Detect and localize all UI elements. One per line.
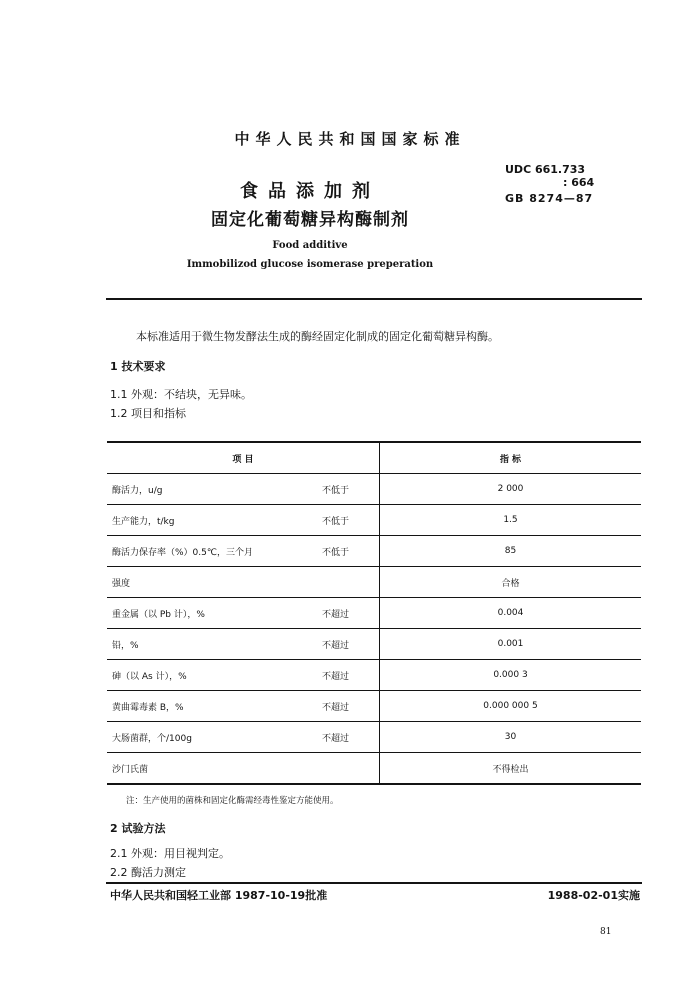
implementation-date: 1988-02-01实施	[547, 889, 640, 902]
table-row	[107, 691, 641, 722]
row-condition: 不超过	[322, 609, 350, 620]
table-row	[107, 567, 641, 598]
row-name: 大肠菌群，个/100g	[112, 733, 192, 744]
header-item: 项 目	[232, 454, 254, 465]
row-condition: 不低于	[322, 485, 350, 496]
header-indicator: 指 标	[380, 442, 642, 474]
intro-paragraph: 本标准适用于微生物发酵法生成的酶经固定化制成的固定化葡萄糖异构酶。	[136, 330, 499, 343]
section1-item1: 1.1 外观：不结块，无异味。	[110, 388, 252, 401]
row-value: 0.000 000 5	[380, 691, 642, 722]
row-condition: 不低于	[322, 547, 350, 558]
row-name: 黄曲霉毒素 B，%	[112, 702, 184, 713]
table-row	[107, 753, 641, 785]
row-value: 2 000	[380, 474, 642, 505]
table-row	[107, 629, 641, 660]
row-value: 85	[380, 536, 642, 567]
spec-table	[107, 441, 641, 785]
table-row	[107, 722, 641, 753]
top-rule	[106, 298, 642, 300]
title-english-line2: Immobilizod glucose isomerase preperation	[186, 259, 434, 270]
row-value: 合格	[380, 567, 642, 598]
row-name: 强度	[112, 578, 131, 589]
row-condition: 不低于	[322, 516, 350, 527]
row-name: 沙门氏菌	[112, 764, 149, 775]
row-value: 0.001	[380, 629, 642, 660]
title-chinese-line1: 食品添加剂	[240, 181, 380, 202]
row-name: 砷（以 As 计），%	[112, 671, 187, 682]
row-name: 铅，%	[112, 640, 139, 651]
row-condition: 不超过	[322, 640, 350, 651]
row-value: 1.5	[380, 505, 642, 536]
row-name: 酶活力，u/g	[112, 485, 163, 496]
approval-line: 中华人民共和国轻工业部 1987-10-19批准	[110, 889, 328, 902]
udc-code: UDC 661.733	[505, 163, 586, 176]
row-condition: 不超过	[322, 702, 350, 713]
row-condition	[322, 567, 380, 598]
page-number: 81	[600, 927, 612, 937]
row-value: 0.000 3	[380, 660, 642, 691]
table-row	[107, 598, 641, 629]
table-header-row	[107, 442, 641, 474]
section1-item2: 1.2 项目和指标	[110, 407, 186, 420]
section2-item2: 2.2 酶活力测定	[110, 866, 186, 879]
gb-code: GB 8274—87	[505, 192, 594, 205]
standard-name: 中华人民共和国国家标准	[234, 130, 466, 148]
table-row	[107, 536, 641, 567]
title-chinese-line2: 固定化葡萄糖异构酶制剂	[211, 210, 409, 230]
table-row	[107, 474, 641, 505]
bottom-rule	[106, 882, 642, 884]
udc-code-sub: : 664	[563, 176, 595, 189]
section2-heading: 2 试验方法	[110, 822, 166, 835]
row-name: 重金属（以 Pb 计），%	[112, 609, 205, 620]
row-value: 30	[380, 722, 642, 753]
section2-item1: 2.1 外观：用目视判定。	[110, 847, 230, 860]
row-condition: 不超过	[322, 671, 350, 682]
table-row	[107, 505, 641, 536]
row-value: 0.004	[380, 598, 642, 629]
row-condition: 不超过	[322, 733, 350, 744]
row-name: 生产能力，t/kg	[112, 516, 175, 527]
section1-heading: 1 技术要求	[110, 360, 166, 373]
row-condition	[322, 753, 380, 785]
row-name: 酶活力保存率（%）0.5℃，三个月	[112, 547, 253, 558]
row-value: 不得检出	[380, 753, 642, 785]
title-english-line1: Food additive	[272, 240, 348, 251]
table-row	[107, 660, 641, 691]
table-note: 注：生产使用的菌株和固定化酶需经毒性鉴定方能使用。	[126, 796, 339, 806]
